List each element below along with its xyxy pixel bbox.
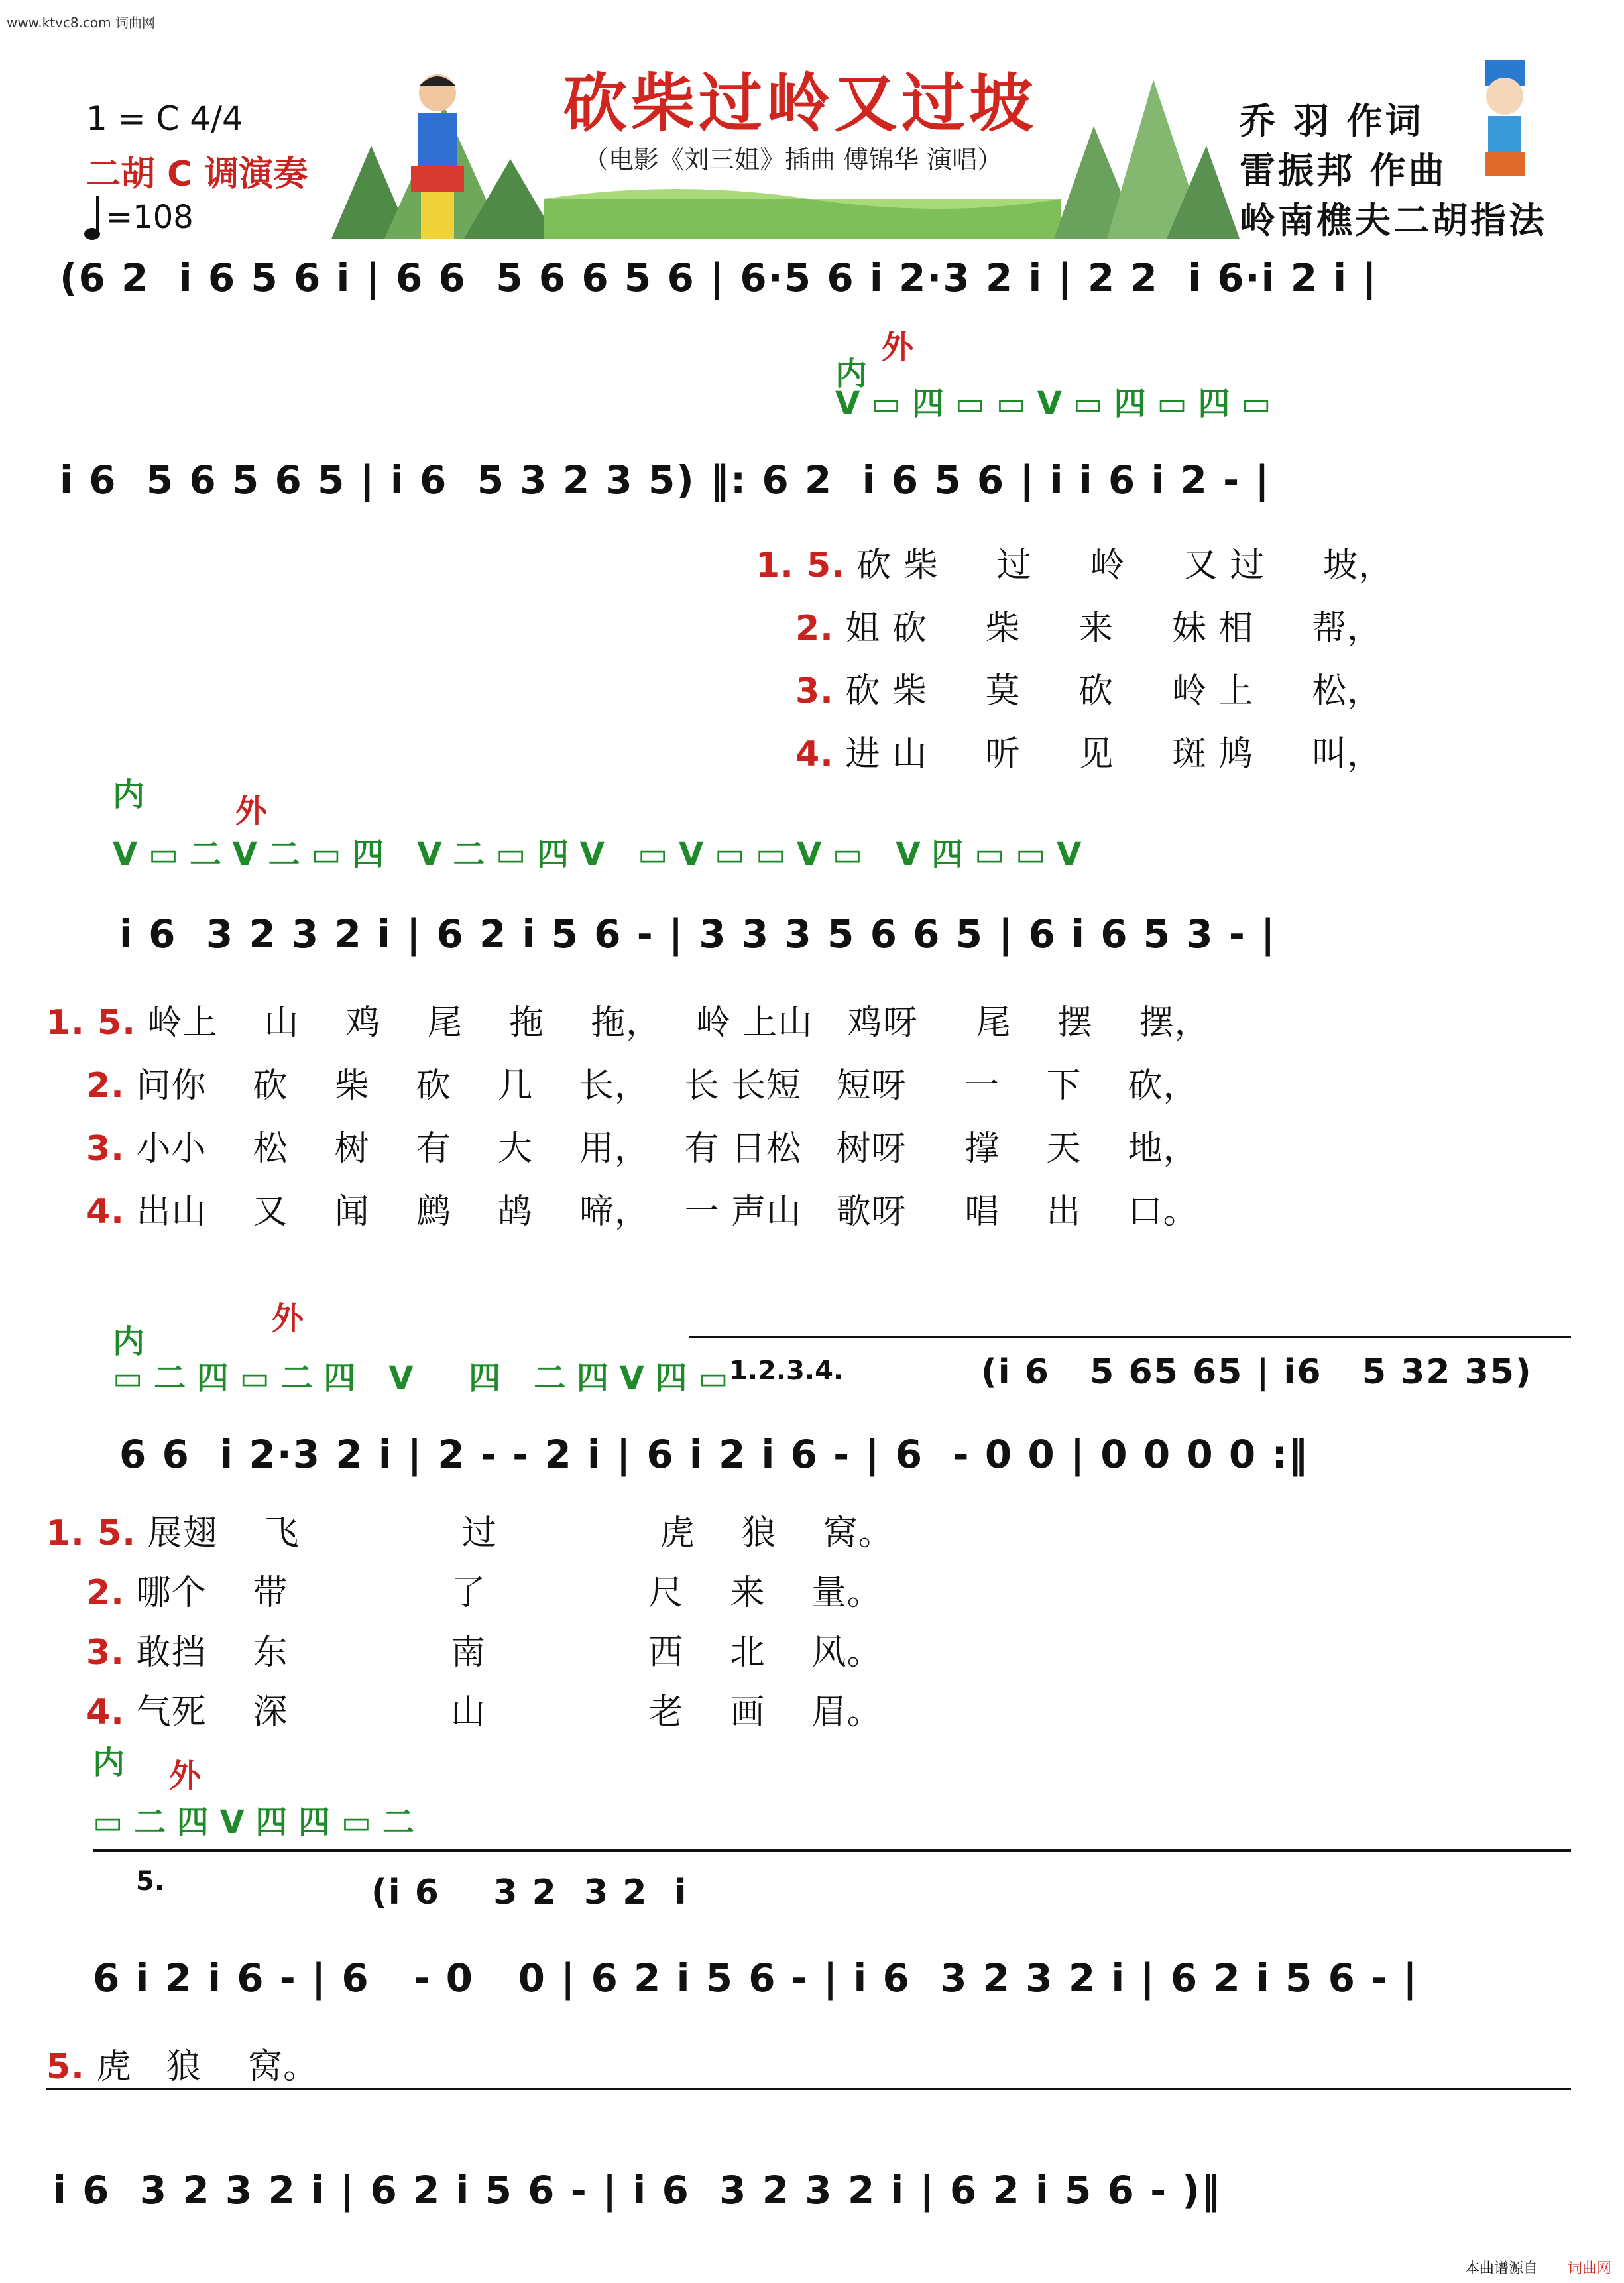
- verse-number: 2.: [86, 1066, 125, 1106]
- volta-1: 1.2.3.4.: [729, 1356, 844, 1386]
- notation-row-3: i 6 3 2 3 2 i | 6 2 i 5 6 - | 3 3 3 5 6 6 5 | 6 i 6 5 3 - |: [119, 911, 1277, 957]
- verse-number: 3.: [795, 672, 834, 711]
- wai-mark: 外: [882, 329, 914, 366]
- verse-number: 4.: [86, 1692, 125, 1732]
- quarter-note-icon: [83, 196, 103, 245]
- volta-2: 5.: [136, 1866, 165, 1897]
- volta-bracket: [689, 1336, 1571, 1338]
- verse-number: 1. 5.: [46, 1513, 136, 1553]
- wai-mark: 外: [272, 1300, 304, 1337]
- lyric-line: 敢挡 东 南 西 北 风。: [136, 1633, 882, 1672]
- song-subtitle: （电影《刘三姐》插曲 傅锦华 演唱）: [583, 145, 1003, 174]
- fingering-row-4: ▭ 二 四 ▭ 二 四 V 四 二 四 V 四 ▭: [113, 1360, 728, 1397]
- lyric-line: 气死 深 山 老 画 眉。: [136, 1692, 882, 1732]
- lyric-line: 展翅 飞 过 虎 狼 窝。: [147, 1513, 894, 1553]
- tempo: =108: [106, 199, 194, 236]
- composer: 雷振邦 作曲: [1240, 150, 1447, 192]
- girl-illustration: [1472, 60, 1538, 179]
- verse-number: 5.: [46, 2047, 85, 2087]
- key-signature: 1 = C 4/4: [86, 99, 243, 138]
- footer-brand: 词曲网: [1568, 2260, 1612, 2277]
- notation-row-4: 6 6 i 2·3 2 i | 2 - - 2 i | 6 i 2 i 6 - | 6 - 0 0 | 0 0 0 0 :‖: [119, 1432, 1309, 1477]
- grass-strip: [544, 172, 1061, 239]
- volta-bracket: [93, 1849, 1571, 1852]
- nei-mark: 内: [113, 1323, 145, 1360]
- interlude-paren: (i 6 3 2 3 2 i: [371, 1873, 688, 1912]
- verse-block-1: [756, 537, 1393, 789]
- verse-block-2: [46, 994, 1210, 1246]
- song-title: 砍柴过岭又过坡: [563, 66, 1037, 141]
- lyric-line: 砍 柴 过 岭 又 过 坡，: [856, 546, 1394, 585]
- verse-number: 1. 5.: [756, 546, 845, 585]
- lyricist: 乔 羽 作词: [1240, 100, 1424, 142]
- fingering-row-5: ▭ 二 四 V 四 四 ▭ 二: [93, 1804, 414, 1841]
- notation-row-5: 6 i 2 i 6 - | 6 - 0 0 | 6 2 i 5 6 - | i 6 3 2 3 2 i | 6 2 i 5 6 - |: [93, 1956, 1419, 2001]
- nei-mark: 内: [113, 776, 145, 813]
- lyric-line: 虎 狼 窝。: [96, 2047, 319, 2087]
- mountain-illustration: [1054, 66, 1240, 239]
- wai-mark: 外: [169, 1757, 202, 1794]
- erhu-key: 二胡 C 调演奏: [86, 154, 308, 194]
- notation-row-6: i 6 3 2 3 2 i | 6 2 i 5 6 - | i 6 3 2 3 2 i | 6 2 i 5 6 - )‖: [53, 2168, 1222, 2213]
- lyric-line: 进 山 听 见 斑 鸠 叫，: [845, 734, 1383, 774]
- verse-5-ending: [46, 2038, 318, 2088]
- verse-number: 3.: [86, 1129, 125, 1169]
- verse-number: 3.: [86, 1633, 125, 1672]
- lyric-line: 小小 松 树 有 大 用， 有 日松 树呀 撑 天 地，: [136, 1129, 1198, 1169]
- verse-number: 4.: [795, 734, 834, 774]
- nei-mark: 内: [835, 355, 868, 392]
- fingering-credit: 岭南樵夫二胡指法: [1240, 200, 1547, 241]
- site-label: www.ktvc8.com 词曲网: [7, 15, 156, 30]
- notation-row-2: i 6 5 6 5 6 5 | i 6 5 3 2 3 5) ‖: 6 2 i 6 5 6 | i i 6 i 2 - |: [60, 457, 1271, 502]
- lyric-line: 问你 砍 柴 砍 几 长， 长 长短 短呀 一 下 砍，: [136, 1066, 1198, 1106]
- lyric-line: 姐 砍 柴 来 妹 相 帮，: [845, 609, 1383, 648]
- lyric-line: 砍 柴 莫 砍 岭 上 松，: [845, 672, 1383, 711]
- verse-number: 2.: [795, 609, 834, 648]
- footer-source: 本曲谱源自: [1465, 2260, 1538, 2277]
- fingering-row-2: V ▭ 四 ▭ ▭ V ▭ 四 ▭ 四 ▭: [835, 385, 1271, 422]
- verse-number: 4.: [86, 1192, 125, 1232]
- lyric-line: 出山 又 闻 鹧 鸪 啼， 一 声山 歌呀 唱 出 口。: [136, 1192, 1198, 1232]
- lyric-line: 哪个 带 了 尺 来 量。: [136, 1573, 882, 1613]
- verse-block-3: [46, 1505, 894, 1743]
- lyric-line: 岭上 山 鸡 尾 拖 拖， 岭 上山 鸡呀 尾 摆 摆，: [147, 1003, 1210, 1043]
- fingering-row-3: V ▭ 二 V 二 ▭ 四 V 二 ▭ 四 V ▭ V ▭ ▭ V ▭ V 四 ▭ ▭ V: [113, 836, 1082, 873]
- verse-number: 2.: [86, 1573, 125, 1613]
- verse-number: 1. 5.: [46, 1003, 136, 1043]
- wai-mark: 外: [235, 793, 268, 830]
- divider-line: [46, 2088, 1571, 2090]
- nei-mark: 内: [93, 1744, 125, 1781]
- interlude-paren: (i 6 5 65 65 | i6 5 32 35): [981, 1352, 1533, 1392]
- notation-row-1: (6 2 i 6 5 6 i | 6 6 5 6 6 5 6 | 6·5 6 i 2·3 2 i | 2 2 i 6·i 2 i |: [60, 255, 1378, 300]
- singer-illustration: [331, 66, 557, 239]
